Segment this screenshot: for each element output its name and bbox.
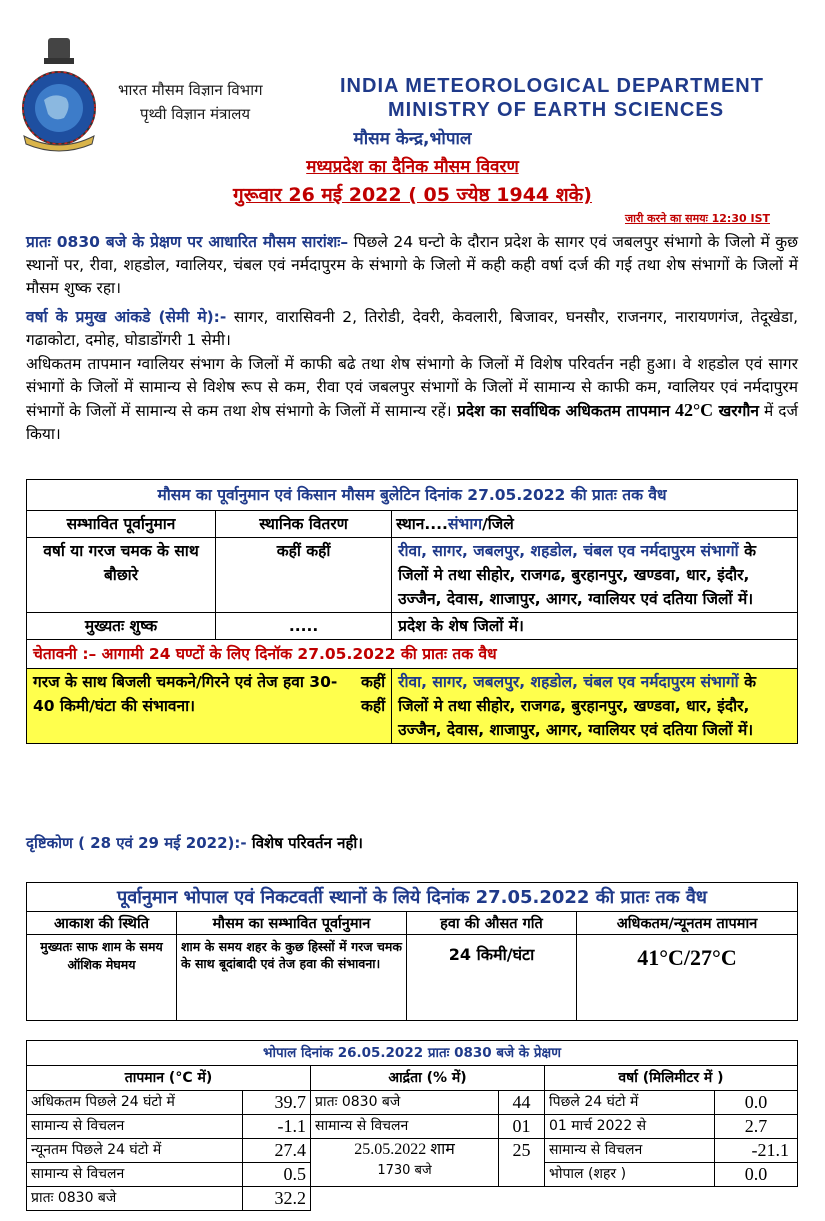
rain-text: सागर, वारासिवनी 2, तिरोडी, देवरी, केवलारी, बिजावर, घनसौर, राजनगर, नारायणगंज, तेदूखेडा, गढाकोटा, दमोह, घोडाडोंगरी 1 सेमी। xyxy=(26,308,798,349)
english-department-name xyxy=(340,74,764,122)
temp-value: 27.4 xyxy=(243,1139,311,1163)
warn-places-rest: के जिलों मे तथा सीहोर, राजगढ, बुरहानपुर, खण्डवा, धार, इंदौर, उज्जैन, देवास, शाजापुर, आगर, ग्वालियर एवं दतिया जिलों में। xyxy=(398,673,756,739)
humidity-header: आर्द्रता (% में) xyxy=(311,1066,545,1091)
summary-heading: प्रातः 0830 बजे के प्रेक्षण पर आधारित मौसम सारांशः– xyxy=(26,233,349,251)
temp-value: 39.7 xyxy=(243,1091,311,1115)
obs-row xyxy=(27,1187,798,1211)
rain-heading: वर्षा के प्रमुख आंकडे (सेमी मे):- xyxy=(26,308,227,326)
header xyxy=(0,0,825,240)
col-places-c: /जिले xyxy=(482,515,514,533)
outlook xyxy=(26,833,363,853)
rain-value: 2.7 xyxy=(715,1115,798,1139)
hindi-dept-line1: भारत मौसम विज्ञान विभाग xyxy=(118,81,263,99)
humidity-evening-time: 1730 बजे xyxy=(377,1163,432,1178)
col-sky: आकाश की स्थिति xyxy=(27,912,177,935)
temp-label: सामान्य से विचलन xyxy=(27,1115,243,1139)
report-date: गुरूवार 26 मई 2022 ( 05 ज्येष्ठ 1944 शके) xyxy=(233,184,592,206)
col-places-b: संभाग xyxy=(447,515,483,533)
summary-text: पिछले 24 घन्टो के दौरान प्रदेश के सागर एवं जबलपुर संभागो के जिलो में कुछ स्थानों पर, रीवा, शहडोल, ग्वालियर, चंबल एवं नर्मदापुरम के संभागो के जिलो में कही कही वर्षा दर्ज की गई तथा शेष संभागों के जिलों में मौसम शुष्क रहा। xyxy=(26,233,799,297)
rain-label: सामान्य से विचलन xyxy=(545,1139,715,1163)
warn-places xyxy=(392,669,798,744)
observations-heading: भोपाल दिनांक 26.05.2022 प्रातः 0830 बजे के प्रेक्षण xyxy=(27,1041,798,1066)
rain-data xyxy=(26,306,798,352)
warn-places-blue: रीवा, सागर, जबलपुर, शहडोल, चंबल एव नर्मदापुरम संभागों xyxy=(398,673,739,691)
humidity-label: सामान्य से विचलन xyxy=(311,1115,499,1139)
empty-cell xyxy=(311,1187,798,1211)
row1-places-blue: रीवा, सागर, जबलपुर, शहडोल, चंबल एव नर्मदापुरम संभागों xyxy=(398,542,739,560)
eng-dept-line2: MINISTRY OF EARTH SCIENCES xyxy=(388,99,725,121)
temperature-summary xyxy=(26,353,798,446)
col-forecast: सम्भावित पूर्वानुमान xyxy=(27,511,216,538)
forecast-table xyxy=(26,479,798,744)
rain-header: वर्षा (मिलिमीटर में ) xyxy=(545,1066,798,1091)
temp-label: अधिकतम पिछले 24 घंटो में xyxy=(27,1091,243,1115)
row1-places-rest: के जिलों मे तथा सीहोर, राजगढ, बुरहानपुर, खण्डवा, धार, इंदौर, उज्जैन, देवास, शाजापुर, आगर, ग्वालियर एवं दतिया जिलों में। xyxy=(398,542,756,608)
col-temp: अधिकतम/न्यूनतम तापमान xyxy=(577,912,798,935)
humidity-label-evening xyxy=(311,1139,499,1187)
humidity-value: 01 xyxy=(499,1115,545,1139)
sky-condition: मुख्यतः साफ शाम के समय ऑशिक मेघमय xyxy=(27,935,177,1021)
warn-forecast: गरज के साथ बिजली चमकने/गिरने एवं तेज हवा 30-40 किमी/घंटा की संभावना। xyxy=(33,673,338,715)
max-temp-tail: में दर्ज किया। xyxy=(26,402,798,443)
rain-label: पिछले 24 घंटो में xyxy=(545,1091,715,1115)
warning-left xyxy=(27,669,392,744)
weather-summary xyxy=(26,231,798,300)
col-wind: हवा की औसत गति xyxy=(407,912,577,935)
rain-value: 0.0 xyxy=(715,1163,798,1187)
observations-table xyxy=(26,1040,798,1211)
eng-dept-line1: INDIA METEOROLOGICAL DEPARTMENT xyxy=(340,75,764,97)
temp-text: अधिकतम तापमान ग्वालियर संभाग के जिलों में काफी बढे तथा शेष संभागो के जिलों में विशेष परिवर्तन नही हुआ। वे शहडोल एवं सागर संभागों के जिलों में सामान्य से विशेष रूप से कम, रीवा एवं जबलपुर संभागों के जिलों में सामान्य से काफी कम, ग्वालियर एवं नर्मदापुरम संभागों के जिलों में सामान्य से कम तथा शेष संभागो के जिलों में सामान्य रहें। xyxy=(26,355,798,420)
row1-places xyxy=(392,538,798,613)
row2-distribution: ..... xyxy=(216,613,392,640)
obs-row xyxy=(27,1091,798,1115)
temp-label: न्यूनतम पिछले 24 घंटो में xyxy=(27,1139,243,1163)
temp-value: -1.1 xyxy=(243,1115,311,1139)
temp-label: सामान्य से विचलन xyxy=(27,1163,243,1187)
weather-forecast: शाम के समय शहर के कुछ हिस्सों में गरज चमक के साथ बूदांबादी एवं तेज हवा की संभावना। xyxy=(177,935,407,1021)
max-temp-label: प्रदेश का सर्वाधिक अधिकतम तापमान xyxy=(451,402,670,420)
row2-forecast: मुख्यतः शुष्क xyxy=(27,613,216,640)
hindi-dept-line2: पृथ्वी विज्ञान मंत्रालय xyxy=(140,105,251,123)
col-weather: मौसम का सम्भावित पूर्वानुमान xyxy=(177,912,407,935)
humidity-value: 44 xyxy=(499,1091,545,1115)
warn-distribution: कहीं कहीं xyxy=(361,673,386,715)
report-title: मध्यप्रदेश का दैनिक मौसम विवरण xyxy=(306,157,519,177)
row2-places: प्रदेश के शेष जिलों में। xyxy=(392,613,798,640)
hindi-department-name xyxy=(118,78,263,126)
forecast-heading: मौसम का पूर्वानुमान एवं किसान मौसम बुलेटिन दिनांक 27.05.2022 की प्रातः तक वैध xyxy=(27,480,798,511)
humidity-evening-date: 25.05.2022 शाम xyxy=(354,1141,455,1158)
temp-header: तापमान (°C में) xyxy=(27,1066,311,1091)
rain-value: 0.0 xyxy=(715,1091,798,1115)
temp-value: 0.5 xyxy=(243,1163,311,1187)
obs-row xyxy=(27,1115,798,1139)
row1-distribution: कहीं कहीं xyxy=(216,538,392,613)
max-temp-value: 42°C xyxy=(674,400,714,420)
rain-label: 01 मार्च 2022 से xyxy=(545,1115,715,1139)
col-places xyxy=(392,511,798,538)
row1-forecast: वर्षा या गरज चमक के साथ बौछारे xyxy=(27,538,216,613)
outlook-label: दृष्टिकोण ( 28 एवं 29 मई 2022):- xyxy=(26,834,247,852)
temp-value: 32.2 xyxy=(243,1187,311,1211)
bhopal-forecast-heading: पूर्वानुमान भोपाल एवं निकटवर्ती स्थानों के लिये दिनांक 27.05.2022 की प्रातः तक वैध xyxy=(27,883,798,912)
bhopal-forecast-table xyxy=(26,882,798,1021)
temp-range: 41°C/27°C xyxy=(577,935,798,1021)
max-temp-place: खरगौन xyxy=(713,402,759,420)
kendra-name: मौसम केन्द्र,भोपाल xyxy=(353,129,472,149)
rain-label: भोपाल (शहर ) xyxy=(545,1163,715,1187)
wind-speed: 24 किमी/घंटा xyxy=(407,935,577,1021)
rain-value: -21.1 xyxy=(715,1139,798,1163)
outlook-text: विशेष परिवर्तन नही। xyxy=(246,834,363,852)
col-places-a: स्थान.... xyxy=(396,515,448,533)
humidity-label: प्रातः 0830 बजे xyxy=(311,1091,499,1115)
obs-row xyxy=(27,1139,798,1163)
col-distribution: स्थानिक वितरण xyxy=(216,511,392,538)
issue-time: जारी करने का समयः 12:30 IST xyxy=(624,212,770,225)
warning-heading: चेतावनी :– आगामी 24 घण्टों के लिए दिनॉक 27.05.2022 की प्रातः तक वैध xyxy=(27,640,798,669)
temp-label: प्रातः 0830 बजे xyxy=(27,1187,243,1211)
humidity-value: 25 xyxy=(499,1139,545,1187)
